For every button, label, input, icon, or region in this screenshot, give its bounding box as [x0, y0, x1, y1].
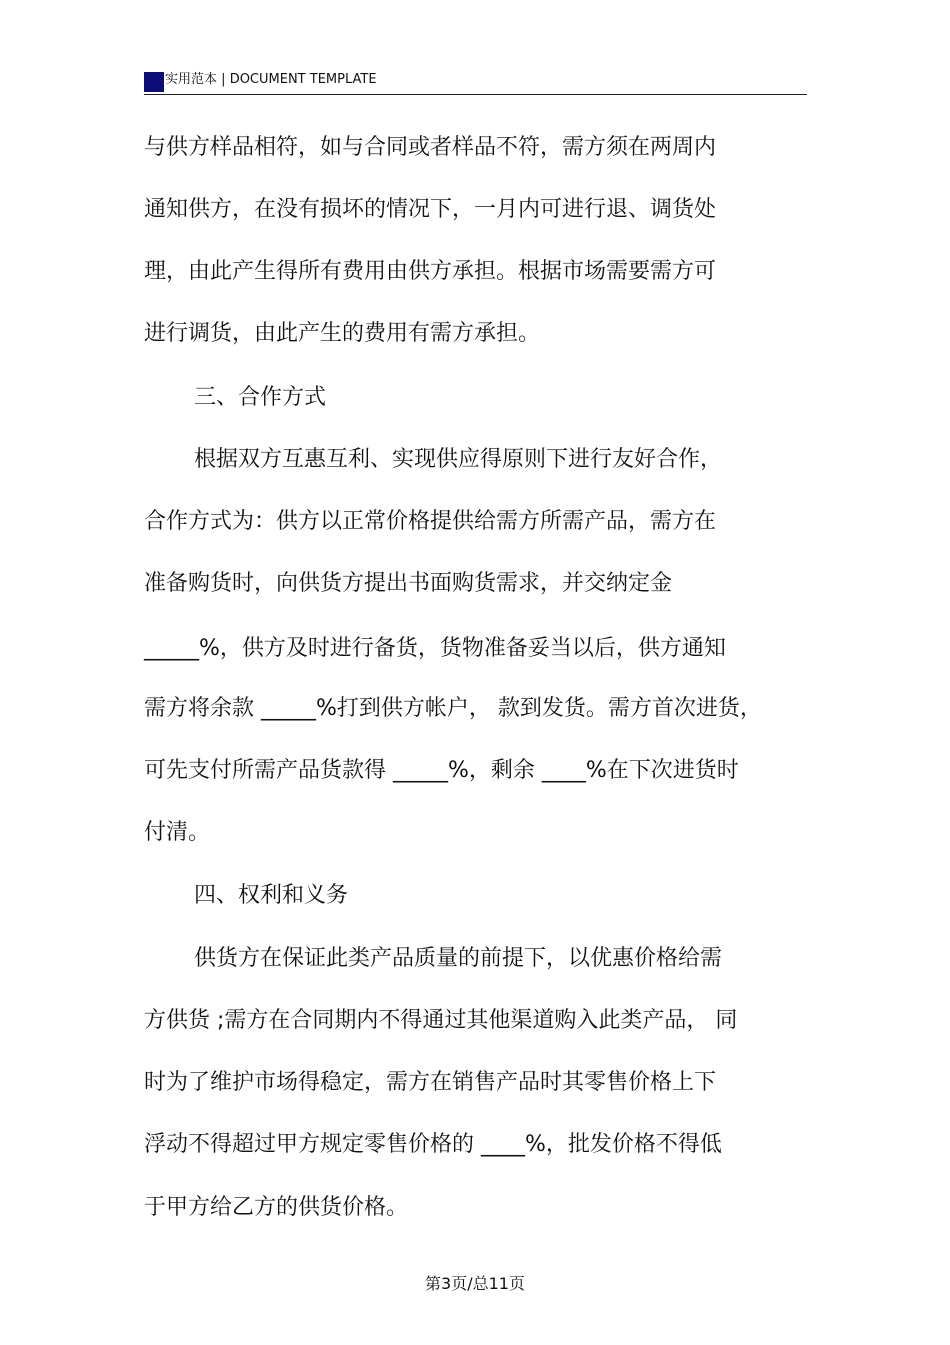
- body-line-2: 通知供方，在没有损坏的情况下，一月内可进行退、调货处: [144, 197, 717, 222]
- section-heading-3: 三、合作方式: [194, 385, 327, 410]
- section-heading-4: 四、权利和义务: [194, 883, 349, 908]
- body-line-1: 与供方样品相符，如与合同或者样品不符，需方须在两周内: [144, 135, 717, 160]
- body-line-17: 浮动不得超过甲方规定零售价格的 ____%，批发价格不得低: [144, 1132, 722, 1157]
- page-number: 第3页/总11页: [425, 1274, 525, 1293]
- body-line-7: 合作方式为：供方以正常价格提供给需方所需产品，需方在: [144, 509, 717, 534]
- header-title: DOCUMENT TEMPLATE: [229, 72, 377, 87]
- body-line-3: 理，由此产生得所有费用由供方承担。根据市场需要需方可: [144, 259, 717, 284]
- body-line-14: 供货方在保证此类产品质量的前提下，以优惠价格给需: [194, 946, 723, 971]
- header-separator: |: [221, 72, 226, 87]
- header-logo-mark: [144, 72, 164, 92]
- body-line-12: 付清。: [144, 820, 211, 845]
- body-line-18: 于甲方给乙方的供货价格。: [144, 1195, 409, 1220]
- body-line-10: 需方将余款 _____%打到供方帐户， 款到发货。需方首次进货，: [144, 696, 762, 721]
- body-line-16: 时为了维护市场得稳定，需方在销售产品时其零售价格上下: [144, 1070, 717, 1095]
- body-line-4: 进行调货，由此产生的费用有需方承担。: [144, 321, 541, 346]
- body-line-9: _____%，供方及时进行备货，货物准备妥当以后，供方通知: [144, 636, 726, 661]
- body-line-15: 方供货 ;需方在合同期内不得通过其他渠道购入此类产品， 同: [144, 1008, 738, 1033]
- page-header: [144, 68, 807, 95]
- body-line-8: 准备购货时，向供货方提出书面购货需求，并交纳定金: [144, 571, 673, 596]
- header-label: 实用范本: [165, 72, 218, 87]
- body-line-11: 可先支付所需产品货款得 _____%，剩余 ____%在下次进货时: [144, 758, 739, 783]
- body-line-6: 根据双方互惠互利、实现供应得原则下进行友好合作，: [194, 447, 723, 472]
- header-text: [165, 72, 377, 88]
